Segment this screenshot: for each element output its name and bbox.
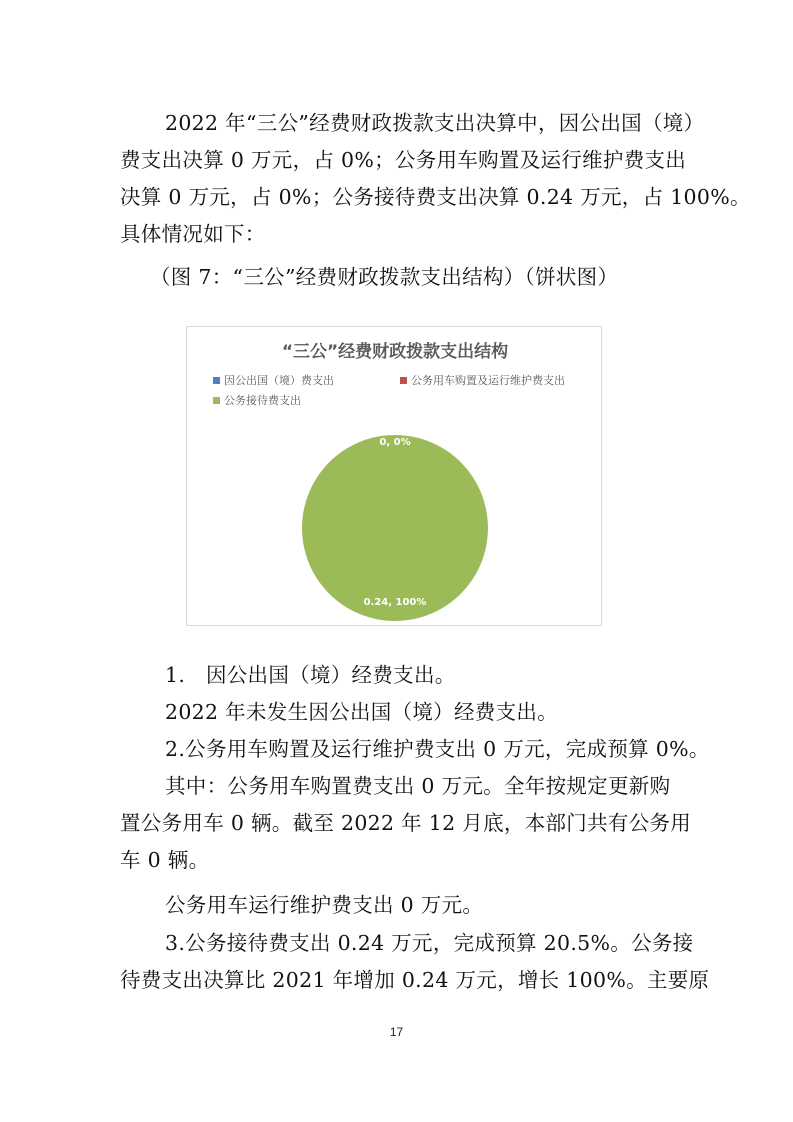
paragraph-line: 置公务用车 0 辆。截至 2022 年 12 月底，本部门共有公务用 [120, 811, 692, 835]
data-label-full: 0.24, 100% [363, 597, 427, 608]
paragraph-line: 费支出决算 0 万元，占 0%；公务用车购置及运行维护费支出 [120, 148, 687, 172]
data-label-zero: 0, 0% [379, 437, 411, 448]
legend-swatch-0 [213, 377, 220, 384]
page-number: 17 [389, 1025, 404, 1039]
paragraph-line: 决算 0 万元，占 0%；公务接待费支出决算 0.24 万元，占 100%。 [120, 185, 751, 209]
paragraph-line: 3.公务接待费支出 0.24 万元，完成预算 20.5%。公务接 [165, 931, 694, 955]
pie-slice-2 [302, 435, 488, 621]
paragraph-line: 待费支出决算比 2021 年增加 0.24 万元，增长 100%。主要原 [120, 968, 710, 992]
legend-swatch-1 [400, 377, 407, 384]
pie-slices [302, 435, 488, 621]
paragraph-line: 具体情况如下： [120, 222, 266, 246]
paragraph-line: 其中：公务用车购置费支出 0 万元。全年按规定更新购 [165, 774, 671, 798]
legend-swatch-2 [213, 397, 220, 404]
paragraph-line: 2022 年未发生因公出国（境）经费支出。 [165, 700, 558, 724]
chart-title: “三公”经费财政拨款支出结构 [281, 342, 509, 362]
pie-chart-svg [187, 327, 603, 627]
pie-chart [186, 326, 602, 626]
legend-label-1: 公务用车购置及运行维护费支出 [411, 374, 565, 387]
paragraph-line: 车 0 辆。 [120, 848, 210, 872]
paragraph-line: 2022 年“三公”经费财政拨款支出决算中，因公出国（境） [165, 111, 705, 135]
paragraph-line: 2.公务用车购置及运行维护费支出 0 万元，完成预算 0%。 [165, 737, 710, 761]
legend-label-0: 因公出国（境）费支出 [224, 374, 334, 387]
figure-caption: （图 7：“三公”经费财政拨款支出结构）（饼状图） [150, 265, 619, 289]
paragraph-line: 1. 因公出国（境）经费支出。 [165, 663, 456, 687]
legend-label-2: 公务接待费支出 [224, 394, 301, 407]
paragraph-line: 公务用车运行维护费支出 0 万元。 [165, 893, 484, 917]
